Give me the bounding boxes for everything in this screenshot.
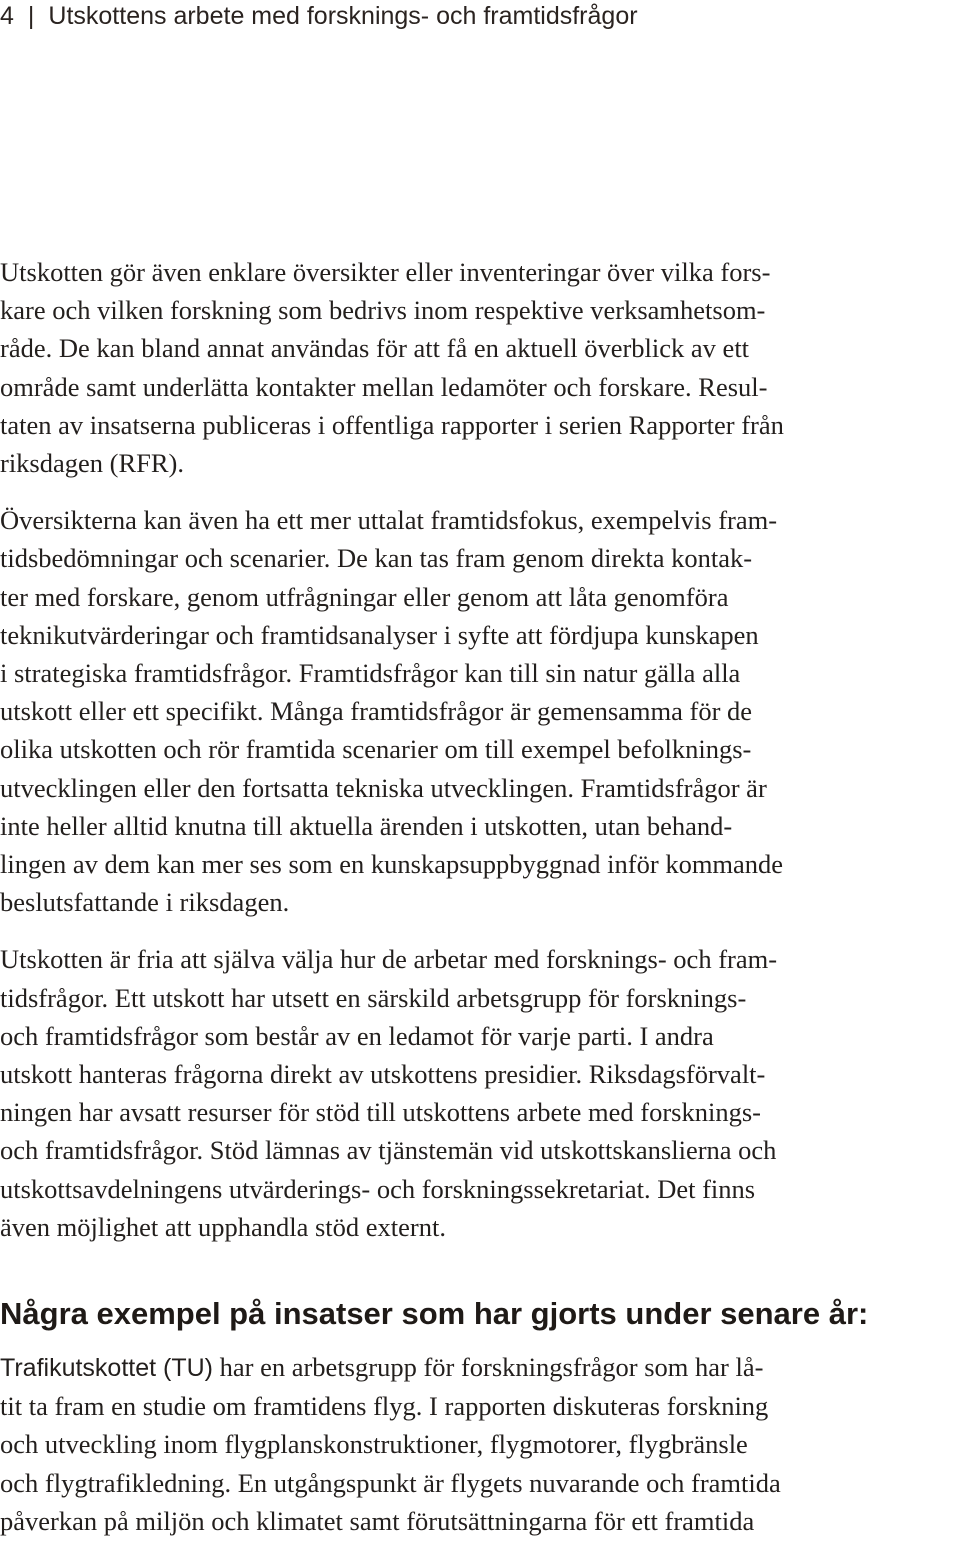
text-line: teknikutvärderingar och framtidsanalyser i syfte att fördjupa kunskapen [0,619,759,650]
text-line: utvecklingen eller den fortsatta tekniska utvecklingen. Framtidsfrågor är [0,772,767,803]
text-line: utskottsavdelningens utvärderings- och forskningssekretariat. Det finns [0,1173,756,1204]
text-line: påverkan på miljön och klimatet samt förutsättningarna för ett framtida [0,1505,755,1536]
text-line: taten av insatserna publiceras i offentliga rapporter i serien Rapporter från [0,409,784,440]
text-line: kare och vilken forskning som bedrivs inom respektive verksamhetsom- [0,295,766,326]
body-text [0,253,960,1559]
header-separator: | [27,1,35,30]
page-number: 4 [0,1,14,30]
text-line: Utskotten är fria att själva välja hur de arbetar med forsknings- och fram- [0,944,778,975]
text-line: utskott eller ett specifikt. Många framtidsfrågor är gemensamma för de [0,696,753,727]
text-line-rest: har en arbetsgrupp för forskningsfrågor som har lå- [213,1352,764,1383]
text-line: tidsbedömningar och scenarier. De kan tas fram genom direkta kontak- [0,543,753,574]
text-line-first [0,1348,960,1387]
paragraph-future-focus [0,501,960,921]
text-line: och utveckling inom flygplanskonstruktioner, flygmotorer, flygbränsle [0,1429,748,1460]
text-line: ningen har avsatt resurser för stöd till utskottens arbete med forsknings- [0,1097,761,1128]
text-line: olika utskotten och rör framtida scenarier om till exempel befolknings- [0,734,752,765]
text-line: beslutsfattande i riksdagen. [0,887,290,918]
text-line: även möjlighet att upphandla stöd externt. [0,1211,446,1242]
text-line: och framtidsfrågor. Stöd lämnas av tjänstemän vid utskottskanslierna och [0,1135,777,1166]
text-line: lingen av dem kan mer ses som en kunskapsuppbyggnad inför kommande [0,849,784,880]
chapter-title: Utskottens arbete med forsknings- och framtidsfrågor [48,1,638,30]
section-heading: Några exempel på insatser som har gjorts under senare år: [0,1296,869,1332]
text-line: Översikterna kan även ha ett mer uttalat framtidsfokus, exempelvis fram- [0,505,778,536]
text-line: och framtidsfrågor som består av en ledamot för varje parti. I andra [0,1020,714,1051]
text-line: i strategiska framtidsfrågor. Framtidsfrågor kan till sin natur gälla alla [0,658,741,689]
text-line: ter med forskare, genom utfrågningar eller genom att låta genomföra [0,581,729,612]
text-line: råde. De kan bland annat användas för att få en aktuell överblick av ett [0,333,750,364]
paragraph-overviews [0,253,960,482]
committee-name: Trafikutskottet (TU) [0,1354,213,1383]
text-line: tidsfrågor. Ett utskott har utsett en särskild arbetsgrupp för forsknings- [0,982,747,1013]
paragraph-example-transport [0,1348,960,1540]
paragraph-committee-freedom [0,940,960,1246]
text-line: riksdagen (RFR). [0,448,185,479]
text-line: område samt underlätta kontakter mellan ledamöter och forskare. Resul- [0,371,768,402]
text-line: Utskotten gör även enklare översikter eller inventeringar över vilka fors- [0,257,771,287]
running-header [0,0,638,32]
text-line: tit ta fram en studie om framtidens flyg. I rapporten diskuteras forskning [0,1391,769,1422]
text-line: inte heller alltid knutna till aktuella ärenden i utskotten, utan behand- [0,810,733,841]
text-line: och flygtrafikledning. En utgångspunkt är flygets nuvarande och framtida [0,1467,781,1498]
text-line: utskott hanteras frågorna direkt av utskottens presidier. Riksdagsförvalt- [0,1059,766,1090]
